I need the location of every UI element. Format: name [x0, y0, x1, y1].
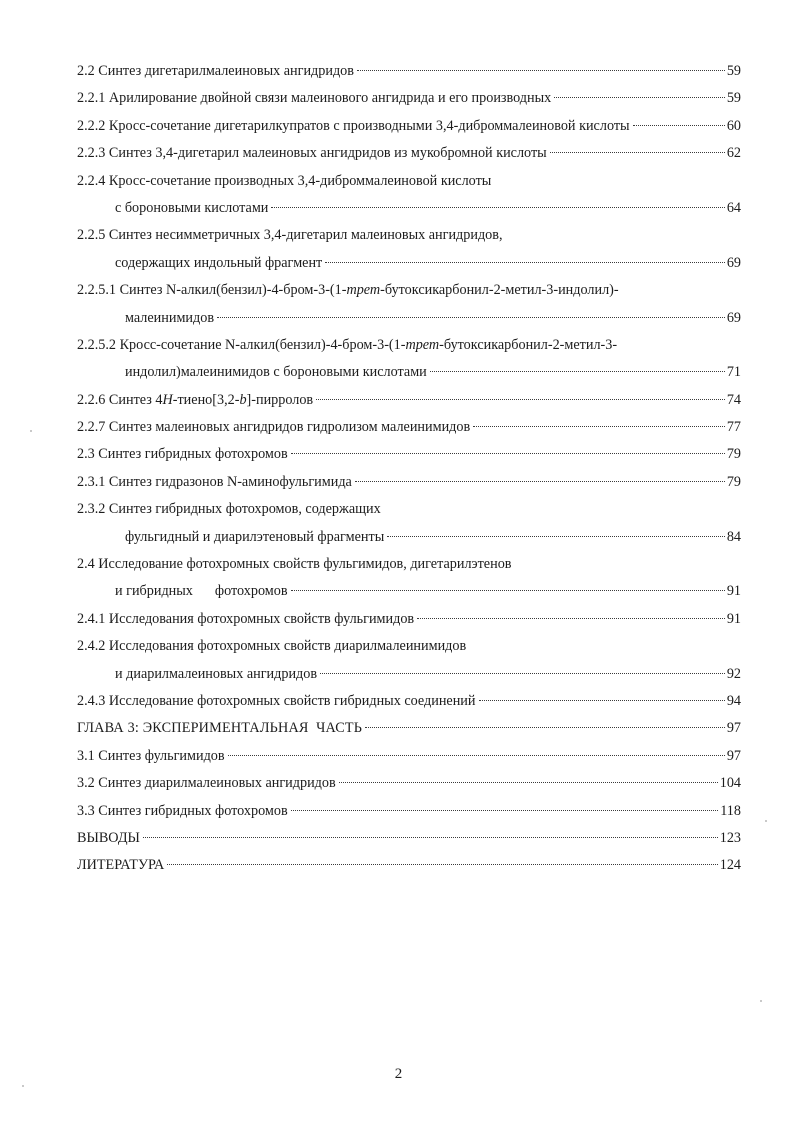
toc-entry-title: 2.3.2 Синтез гибридных фотохромов, содержащих [77, 501, 381, 518]
toc-entry-2-2-2[interactable] [77, 113, 741, 140]
title-part: -бутоксикарбонил-2-метил-3-индолил)- [380, 282, 619, 299]
dot-leader [167, 864, 717, 865]
toc-entry-2-2-3[interactable] [77, 140, 741, 167]
toc-entry-2-3-1[interactable] [77, 469, 741, 496]
toc-entry-title: ЛИТЕРАТУРА [77, 857, 165, 874]
dot-leader [325, 262, 725, 263]
title-part: 2.2.6 Синтез 4 [77, 391, 163, 408]
toc-entry-page: 74 [726, 391, 741, 408]
title-part: фотохромов [214, 583, 288, 600]
toc-entry-page: 92 [726, 665, 741, 682]
dot-leader [320, 673, 725, 674]
toc-entry-title: 2.2.4 Кросс-сочетание производных 3,4-диброммалеиновой кислоты [77, 172, 492, 189]
toc-entry-page: 69 [726, 254, 741, 271]
dot-leader [339, 782, 718, 783]
toc-entry-2-4-2-line1[interactable] [77, 633, 741, 660]
toc-entry-title: 2.3.1 Синтез гидразонов N-аминофульгимида [77, 473, 352, 490]
toc-entry-page: 124 [719, 857, 741, 874]
title-italic: трет [405, 336, 440, 353]
toc-entry-2-2-4-line1[interactable] [77, 168, 741, 195]
dot-leader [355, 481, 725, 482]
toc-entry-page: 97 [726, 720, 741, 737]
toc-entry-title [77, 387, 313, 414]
toc-entry-2-2-5-line1[interactable] [77, 222, 741, 249]
toc-entry-2-4-3[interactable] [77, 688, 741, 715]
dot-leader [387, 536, 725, 537]
toc-entry-title-cont: содержащих индольный фрагмент [115, 254, 323, 271]
toc-entry-page: 69 [726, 309, 741, 326]
table-of-contents [77, 58, 741, 880]
dot-leader [554, 97, 725, 98]
toc-entry-2-2-1[interactable] [77, 85, 741, 112]
toc-entry-title: ВЫВОДЫ [77, 829, 140, 846]
dot-leader [357, 70, 725, 71]
toc-entry-title: 2.3 Синтез гибридных фотохромов [77, 446, 288, 463]
toc-entry-page: 84 [726, 528, 741, 545]
toc-entry-conclusions[interactable] [77, 825, 741, 852]
toc-entry-2-2-5-1-line1[interactable] [77, 277, 741, 304]
toc-entry-page: 97 [726, 747, 741, 764]
toc-entry-page: 118 [720, 802, 741, 819]
toc-chapter-title: ГЛАВА 3: ЭКСПЕРИМЕНТАЛЬНАЯ ЧАСТЬ [77, 720, 363, 737]
toc-entry-page: 104 [719, 775, 741, 792]
toc-entry-title-cont: индолил)малеинимидов с бороновыми кислотами [125, 364, 427, 381]
title-part: -тиено[3,2- [172, 391, 240, 408]
dot-leader [550, 152, 725, 153]
toc-entry-page: 59 [726, 63, 741, 79]
dot-leader [228, 755, 725, 756]
toc-entry-2-2-7[interactable] [77, 414, 741, 441]
toc-entry-page: 71 [726, 364, 741, 381]
toc-entry-title: 2.2.5 Синтез несимметричных 3,4-дигетарил малеиновых ангидридов, [77, 227, 503, 244]
scan-speck [765, 820, 767, 822]
toc-entry-title [77, 337, 617, 353]
title-part: 2.2.5.1 Синтез N-алкил(бензил)-4-бром-3-(1- [77, 282, 347, 299]
toc-entry-2-2-4-line2[interactable] [77, 195, 741, 222]
toc-entry-title: 2.4 Исследование фотохромных свойств фульгимидов, дигетарилэтенов [77, 556, 512, 573]
toc-entry-title [77, 282, 619, 298]
toc-entry-title: 2.2.2 Кросс-сочетание дигетарилкупратов с производными 3,4-диброммалеиновой кислоты [77, 117, 630, 134]
toc-entry-page: 62 [726, 145, 741, 162]
toc-entry-2-4-line1[interactable] [77, 551, 741, 578]
toc-entry-2-4-2-line2[interactable] [77, 661, 741, 688]
scan-speck [22, 1085, 24, 1087]
toc-entry-2-3-2-line2[interactable] [77, 524, 741, 551]
toc-entry-title: 3.2 Синтез диарилмалеиновых ангидридов [77, 775, 336, 792]
toc-entry-2-3-2-line1[interactable] [77, 496, 741, 523]
title-italic: H [162, 391, 173, 408]
toc-entry-title: 3.3 Синтез гибридных фотохромов [77, 802, 288, 819]
title-part: 2.2.5.2 Кросс-сочетание N-алкил(бензил)-4-бром-3-(1- [77, 336, 406, 353]
toc-entry-title: 2.2.3 Синтез 3,4-дигетарил малеиновых ангидридов из мукобромной кислоты [77, 145, 547, 162]
scan-speck [760, 1000, 762, 1002]
toc-entry-literature[interactable] [77, 852, 741, 879]
toc-entry-page: 94 [726, 692, 741, 709]
dot-leader [417, 618, 725, 619]
toc-entry-title-cont: и диарилмалеиновых ангидридов [115, 665, 318, 682]
toc-entry-3-2[interactable] [77, 770, 741, 797]
title-part: и гибридных [115, 583, 193, 600]
toc-entry-2-4-1[interactable] [77, 606, 741, 633]
toc-entry-3-1[interactable] [77, 743, 741, 770]
toc-entry-2-4-line2[interactable] [77, 578, 741, 605]
scan-speck [30, 430, 32, 432]
toc-entry-page: 91 [726, 583, 741, 600]
title-italic: трет [346, 282, 381, 299]
dot-leader [291, 453, 725, 454]
toc-entry-3-3[interactable] [77, 798, 741, 825]
toc-entry-2-2-5-line2[interactable] [77, 250, 741, 277]
toc-entry-page: 60 [726, 117, 741, 134]
dot-leader [291, 590, 725, 591]
dot-leader [479, 700, 725, 701]
dot-leader [430, 371, 725, 372]
toc-entry-page: 79 [726, 446, 741, 463]
title-part: -бутоксикарбонил-2-метил-3- [439, 336, 618, 353]
toc-entry-title: 2.4.3 Исследование фотохромных свойств гибридных соединений [77, 692, 476, 709]
dot-leader [633, 125, 725, 126]
toc-entry-title: 2.2 Синтез дигетарилмалеиновых ангидридов [77, 63, 354, 79]
toc-entry-2-2-5-2-line2[interactable] [77, 359, 741, 386]
toc-entry-title-cont [115, 578, 288, 605]
toc-entry-title-cont: малеинимидов [125, 309, 215, 326]
toc-entry-2-2-5-1-line2[interactable] [77, 305, 741, 332]
toc-entry-page: 64 [726, 199, 741, 216]
dot-leader [291, 810, 719, 811]
toc-entry-page: 91 [726, 610, 741, 627]
toc-entry-2-2-5-2-line1[interactable] [77, 332, 741, 359]
page-number: 2 [394, 1066, 403, 1082]
toc-entry-chapter-3[interactable] [77, 715, 741, 742]
toc-entry-page: 123 [719, 829, 741, 846]
toc-entry-page: 59 [726, 90, 741, 107]
toc-entry-page: 79 [726, 473, 741, 490]
dot-leader [473, 426, 725, 427]
dot-leader [217, 317, 725, 318]
toc-entry-2-3[interactable] [77, 441, 741, 468]
toc-entry-2-2-6[interactable] [77, 387, 741, 414]
toc-entry-title: 2.2.7 Синтез малеиновых ангидридов гидролизом малеинимидов [77, 419, 471, 436]
toc-entry-title-cont: фульгидный и диарилэтеновый фрагменты [125, 528, 385, 545]
toc-entry-title: 2.4.2 Исследования фотохромных свойств диарилмалеинимидов [77, 638, 467, 655]
toc-entry-title: 2.2.1 Арилирование двойной связи малеинового ангидрида и его производных [77, 90, 552, 107]
dot-leader [365, 727, 725, 728]
toc-entry-2-2[interactable] [77, 58, 741, 85]
toc-entry-title: 2.4.1 Исследования фотохромных свойств фульгимидов [77, 610, 415, 627]
dot-leader [316, 399, 725, 400]
dot-leader [143, 837, 718, 838]
title-italic: b [239, 391, 247, 408]
title-part: ]-пирролов [246, 391, 314, 408]
dot-leader [271, 207, 724, 208]
toc-entry-page: 77 [726, 419, 741, 436]
toc-entry-title-cont: с бороновыми кислотами [115, 199, 269, 216]
toc-entry-title: 3.1 Синтез фульгимидов [77, 747, 225, 764]
